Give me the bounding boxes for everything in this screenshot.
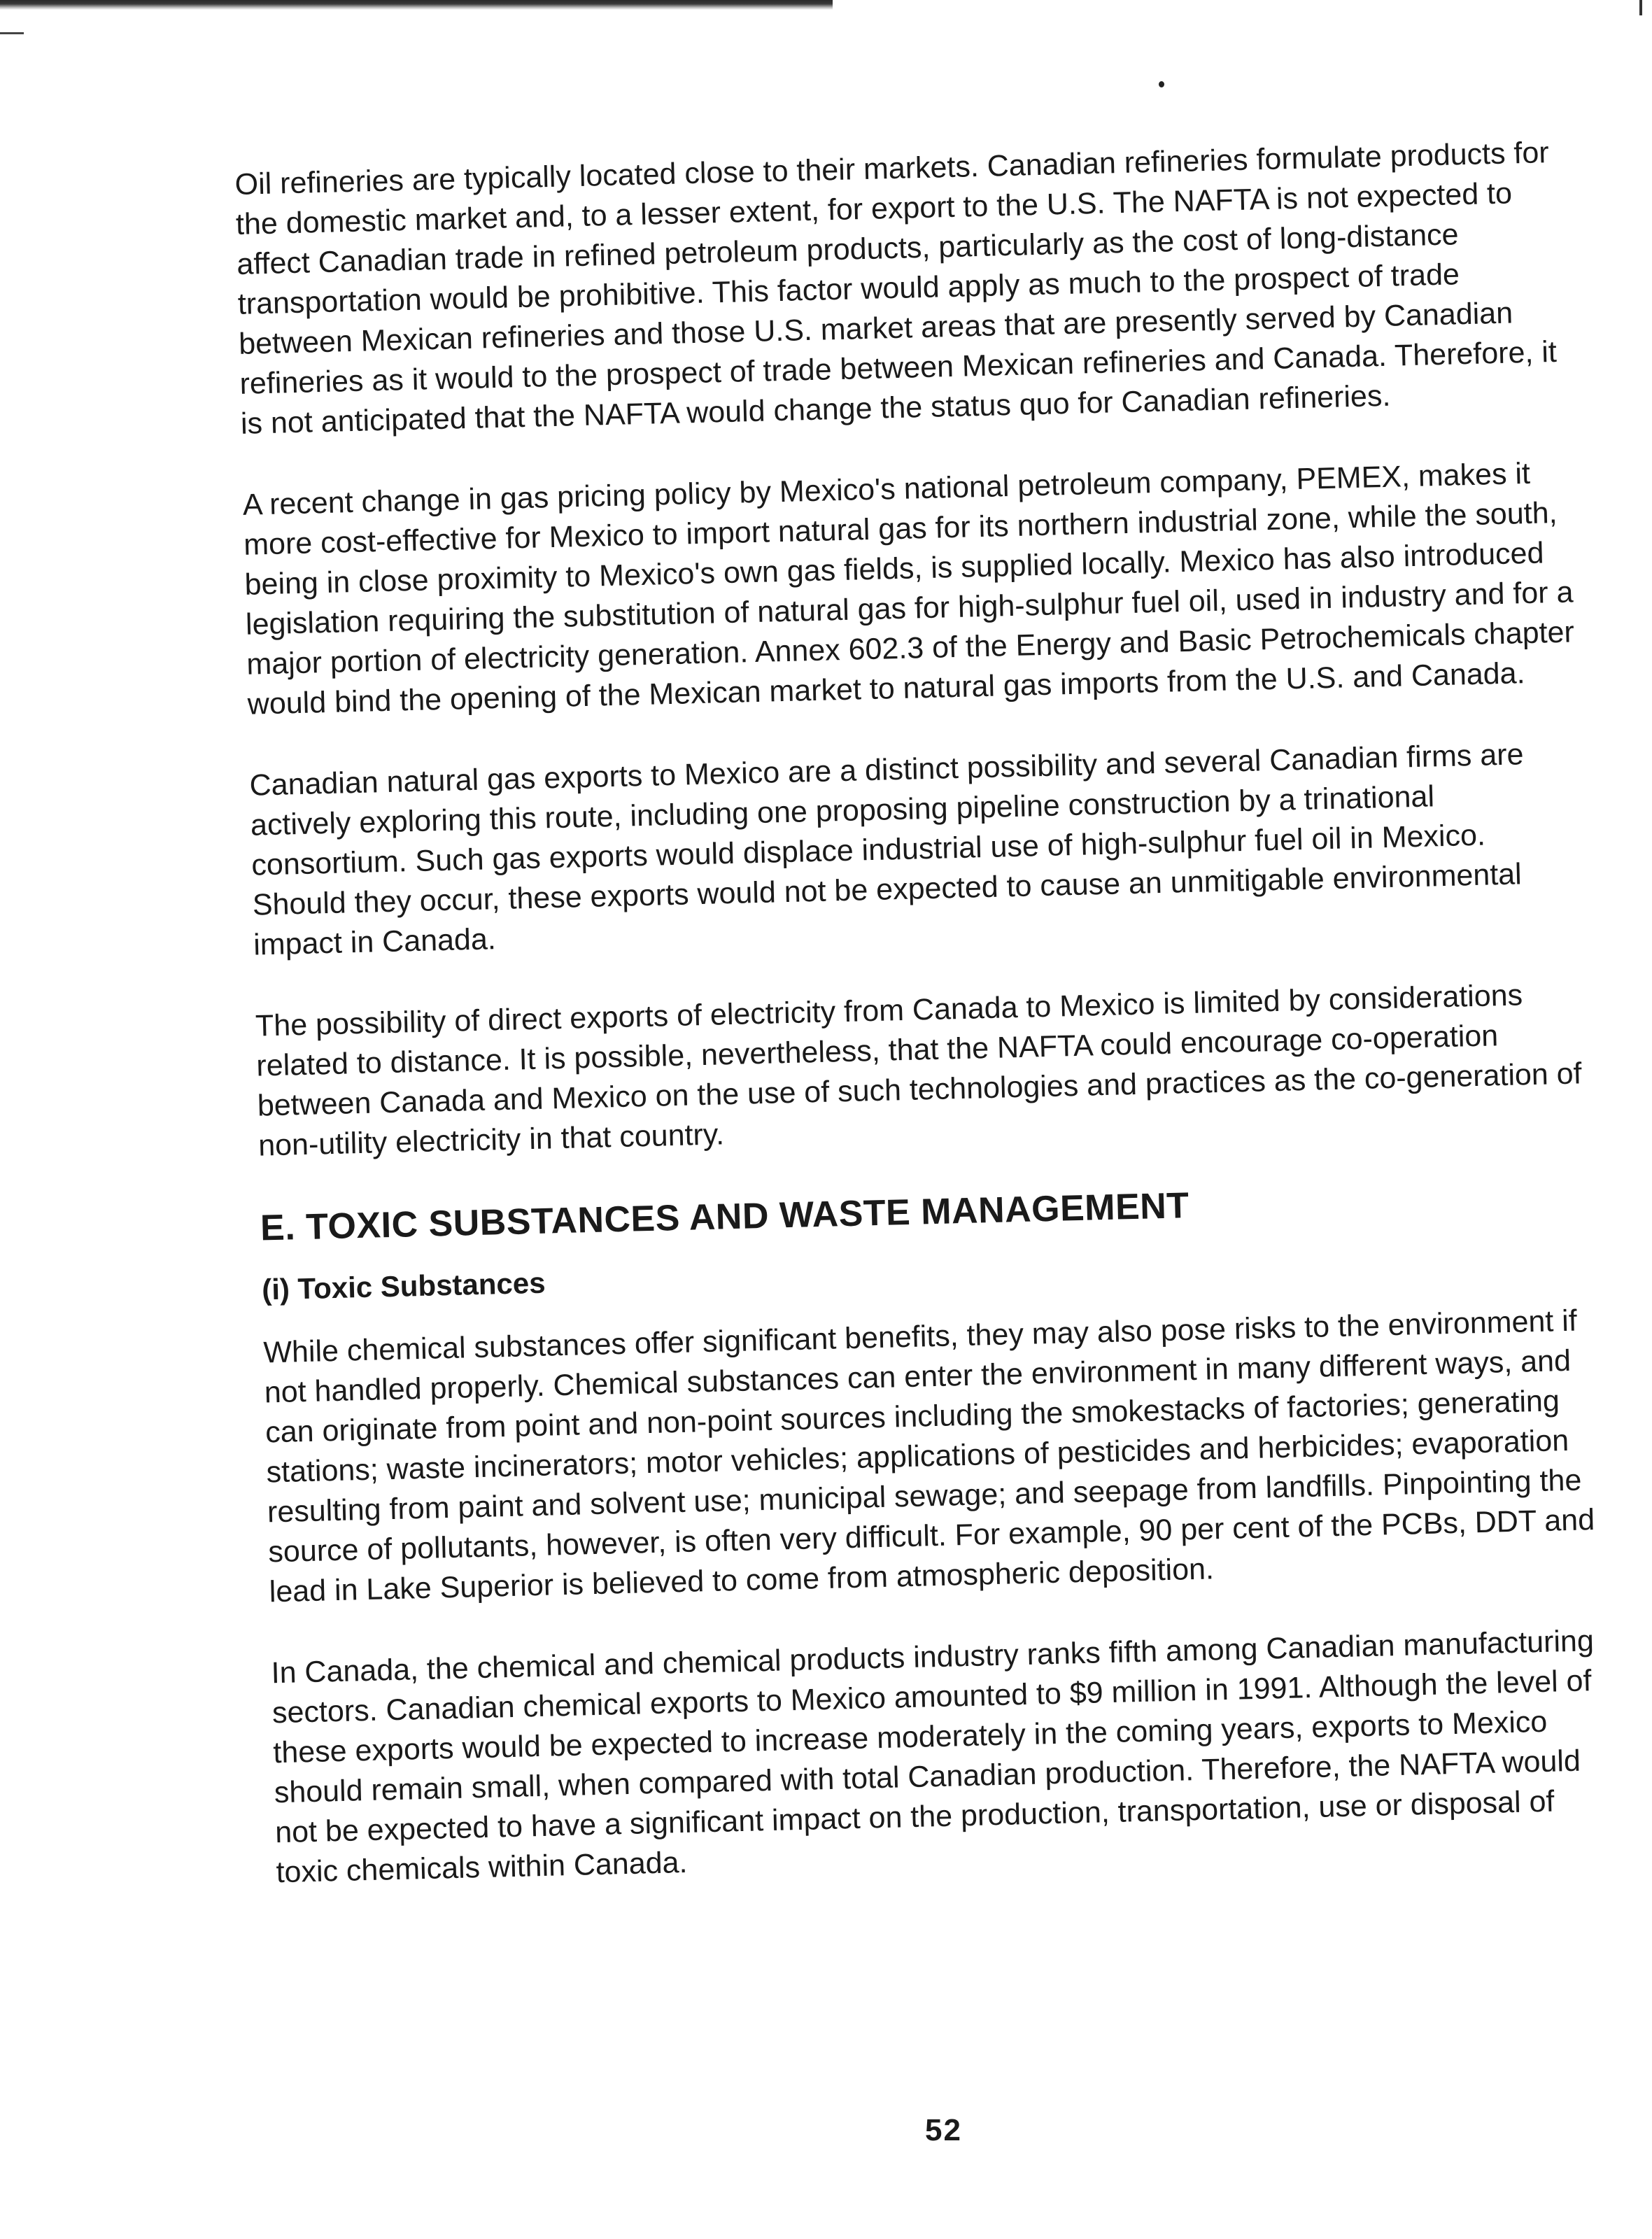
paragraph-chemical-substances: While chemical substances offer significant benefits, they may also pose risks to the environment if not handled properly. Chemical substances can enter the environment in many different ways, and can originate from point and non-point sources including the smokestacks of factories; generating stations; waste incinerators; motor vehicles; applications of pesticides and herbicides; evaporation resulting from paint and solvent use; municipal sewage; and seepage from landfills. Pinpointing the source of pollutants, however, is often very difficult. For example, 90 per cent of the PCBs, DDT and lead in Lake Superior is believed to come from atmospheric deposition. [262, 1304, 1595, 1609]
scan-speck [1159, 81, 1164, 87]
paragraph-gas-pricing: A recent change in gas pricing policy by Mexico's national petroleum company, PEMEX, makes it more cost-effective for Mexico to import natural gas for its northern industrial zone, while the south, being in close proximity to Mexico's own gas fields, is supplied locally. Mexico has also introduced legislation requiring the substitution of natural gas for high-sulphur fuel oil, used in industry and for a major portion of electricity generation. Annex 602.3 of the Energy and Basic Petrochemicals chapter would bind the opening of the Mexican market to natural gas imports from the U.S. and Canada. [242, 456, 1575, 721]
sub-heading: (i) Toxic Substances [261, 1266, 546, 1306]
section-heading: E. TOXIC SUBSTANCES AND WASTE MANAGEMENT [260, 1185, 1190, 1249]
scan-mark-right [1639, 0, 1642, 15]
page-number: 52 [925, 2113, 962, 2147]
scan-border-top [0, 0, 833, 10]
paragraph-electricity: The possibility of direct exports of electricity from Canada to Mexico is limited by considerations related to distance. It is possible, nevertheless, that the NAFTA could encourage co-operation between Canada and Mexico on the use of such technologies and practices as the co-generation of non-utility electricity in that country. [255, 978, 1583, 1163]
paragraph-chemical-industry: In Canada, the chemical and chemical products industry ranks fifth among Canadian manufacturing sectors. Canadian chemical exports to Mexico amounted to $9 million in 1991. Although the level of these exports would be expected to increase moderately in the coming years, exports to Mexico should remain small, when compared with total Canadian production. Therefore, the NAFTA would not be expected to have a significant impact on the production, transportation, use or disposal of toxic chemicals within Canada. [271, 1624, 1595, 1890]
paragraph-refineries: Oil refineries are typically located close to their markets. Canadian refineries formulate products for the domestic market and, to a lesser extent, for export to the U.S. The NAFTA is not expected to affect Canadian trade in refined petroleum products, particularly as the cost of long-distance transportation would be prohibitive. This factor would apply as much to the prospect of trade between Mexican refineries and those U.S. market areas that are presently served by Canadian refineries as it would to the prospect of trade between Mexican refineries and Canada. Therefore, it is not anticipated that the NAFTA would change the status quo for Canadian refineries. [234, 136, 1558, 441]
scan-mark-left [0, 32, 24, 34]
paragraph-gas-exports: Canadian natural gas exports to Mexico are a distinct possibility and several Canadian firms are actively exploring this route, including one proposing pipeline construction by a trinational consortium. Such gas exports would displace industrial use of high-sulphur fuel oil in Mexico. Should they occur, these exports would not be expected to cause an unmitigable environmental impact in Canada. [249, 737, 1524, 962]
document-page [234, 132, 1621, 1934]
